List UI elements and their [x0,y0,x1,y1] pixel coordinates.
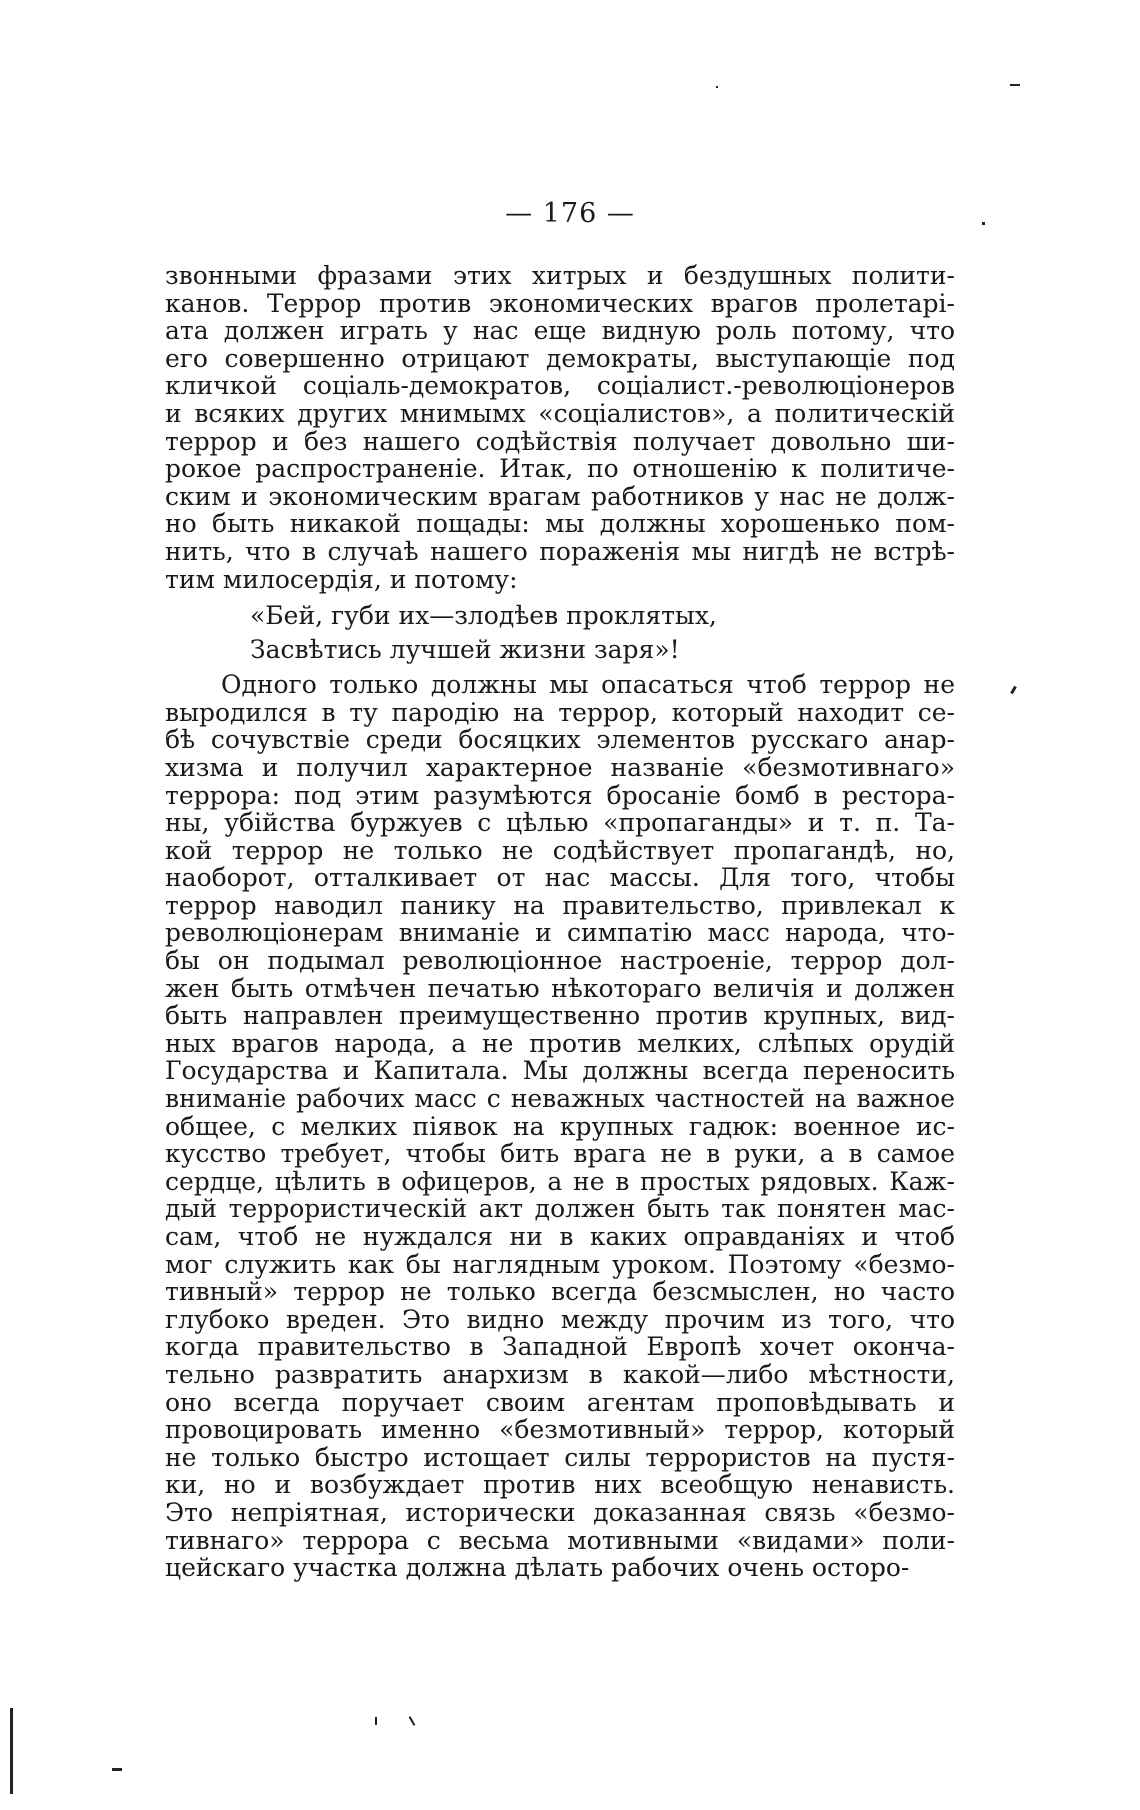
page-number: — 176 — [505,198,635,229]
text-line: хизма и получил характерное названіе «безмотивнаго» [165,752,955,782]
verse-line: Засвѣтись лучшей жизни заря»! [250,635,680,665]
text-line: тим милосердія, и потому: [165,564,518,594]
text-line: нить, что в случаѣ нашего пораженія мы нигдѣ не встрѣ- [165,536,955,566]
text-line: его совершенно отрицают демократы, выступающіе под [165,343,955,373]
text-line: общее, с мелких піявок на крупных гадюк: военное ис- [165,1111,955,1141]
scan-mark [409,1716,416,1726]
text-line: тивный» террор не только всегда безсмыслен, но часто [165,1277,955,1307]
text-line: сердце, цѣлить в офицеров, а не в простых рядовых. Каж- [165,1166,955,1196]
verse-line: «Бей, губи их—злодѣев проклятых, [250,601,717,631]
text-line: террора: под этим разумѣются бросаніе бомб в рестора- [165,780,955,810]
text-line: Одного только должны мы опасаться чтоб террор не [221,670,955,700]
text-line: вниманіе рабочих масс с неважных частностей на важное [165,1084,955,1114]
scan-mark [1010,84,1020,86]
text-line: быть направлен преимущественно против крупных, вид- [165,1001,955,1031]
body-text [165,262,955,1582]
text-line: когда правительство в Западной Европѣ хочет оконча- [165,1332,955,1362]
scan-mark [10,1708,13,1794]
text-line: кой террор не только не содѣйствует пропагандѣ, но, [165,835,955,865]
text-line: но быть никакой пощады: мы должны хорошенько пом- [165,509,955,539]
text-line: ки, но и возбуждает против них всеобщую ненависть. [165,1470,955,1500]
scan-mark [716,86,718,88]
scan-mark [982,222,985,225]
text-line: мог служить как бы наглядным уроком. Поэтому «безмо- [165,1249,955,1279]
text-line: тивнаго» террора с весьма мотивными «видами» поли- [165,1525,955,1555]
text-line: бы он подымал революціонное настроеніе, террор дол- [165,946,955,976]
text-line: тельно развратить анархизм в какой—либо мѣстности, [165,1359,955,1389]
text-line: жен быть отмѣчен печатью нѣкотораго величія и должен [165,973,955,1003]
text-line: наоборот, отталкивает от нас массы. Для того, чтобы [165,863,955,893]
text-line: ата должен играть у нас еще видную роль потому, что [165,316,955,346]
text-line: ским и экономическим врагам работников у нас не долж- [165,481,955,511]
text-line: выродился в ту пародію на террор, который находит се- [165,697,955,727]
text-line: звонными фразами этих хитрых и бездушных полити- [165,261,955,290]
text-line: бѣ сочувствіе среди босяцких элементов русскаго анар- [165,725,955,755]
text-line: и всяких других мнимымх «соціалистов», а политическій [165,398,955,428]
text-line: провоцировать именно «безмотивный» террор, который [165,1415,955,1445]
text-line: террор и без нашего содѣйствія получает довольно ши- [165,426,955,456]
scan-mark [112,1768,122,1771]
text-line: цейскаго участка должна дѣлать рабочих очень осторо- [165,1553,910,1583]
text-line: ны, убійства буржуев с цѣлью «пропаганды» и т. п. Та- [165,808,955,838]
text-line: канов. Террор против экономических врагов пролетарі- [165,288,955,318]
scan-mark [1010,686,1017,694]
text-line: дый террористическій акт должен быть так понятен мас- [165,1194,955,1224]
text-line: Государства и Капитала. Мы должны всегда переносить [165,1056,955,1086]
text-line: Это непріятная, исторически доказанная связь «безмо- [165,1497,955,1527]
text-line: глубоко вреден. Это видно между прочим из того, что [165,1304,955,1334]
text-line: рокое распространеніе. Итак, по отношенію к политиче- [165,454,955,484]
text-line: кличкой соціаль-демократов, соціалист.-революціонеров [165,371,955,401]
scan-mark [375,1717,377,1725]
text-line: кусство требует, чтобы бить врага не в руки, а в самое [165,1139,955,1169]
text-line: не только быстро истощает силы террористов на пустя- [165,1442,955,1472]
text-line: революціонерам вниманіе и симпатію масс народа, что- [165,918,955,948]
text-line: ных врагов народа, а не против мелких, слѣпых орудій [165,1028,955,1058]
text-line: сам, чтоб не нуждался ни в каких оправданіях и чтоб [165,1222,955,1251]
text-line: оно всегда поручает своим агентам проповѣдывать и [165,1387,955,1417]
text-line: террор наводил панику на правительство, привлекал к [165,890,955,920]
